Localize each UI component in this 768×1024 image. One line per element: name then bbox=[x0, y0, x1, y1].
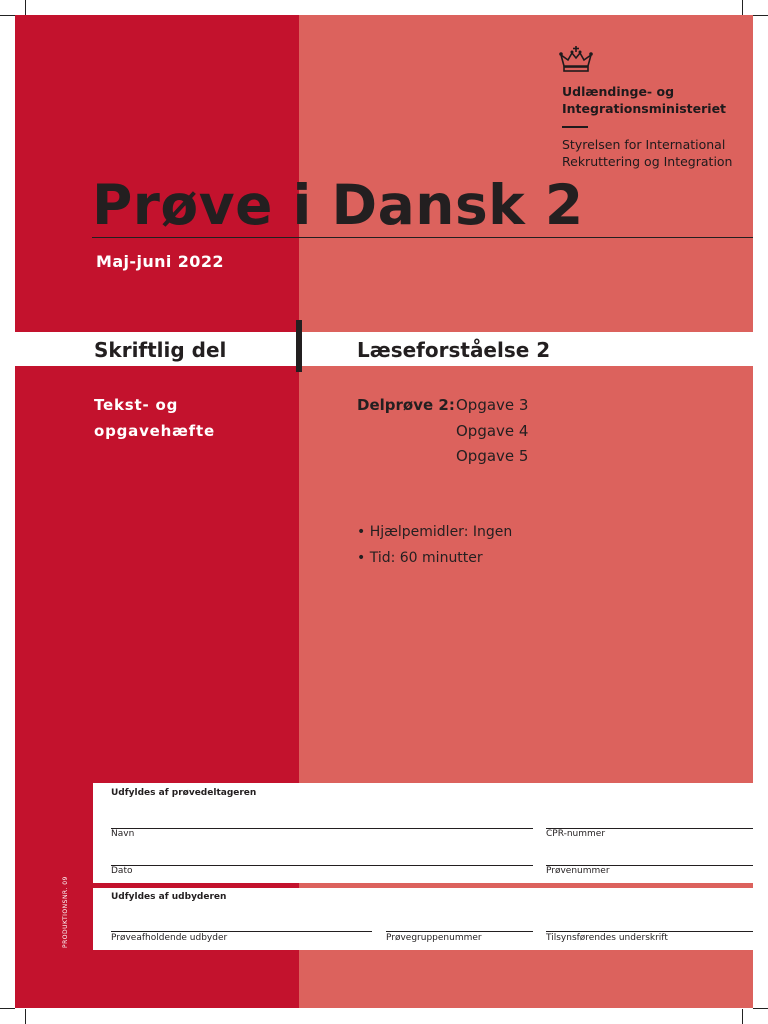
task-list bbox=[456, 393, 528, 470]
section-written: Skriftlig del bbox=[94, 338, 227, 362]
task-item: Opgave 4 bbox=[456, 421, 529, 440]
participant-form-heading: Udfyldes af prøvedeltageren bbox=[111, 788, 257, 798]
cpr-label: CPR-nummer bbox=[546, 829, 606, 839]
crop-mark bbox=[25, 0, 26, 15]
ministry-divider bbox=[562, 126, 588, 128]
note-time: • Tid: 60 minutter bbox=[357, 549, 483, 566]
participant-form bbox=[93, 783, 753, 883]
task-item: Opgave 5 bbox=[456, 447, 529, 465]
task-item: Opgave 3 bbox=[456, 396, 529, 414]
agency-line-2: Rekruttering og Integration bbox=[562, 154, 733, 169]
ministry-name bbox=[562, 83, 726, 117]
ministry-line-1: Udlændinge- og bbox=[562, 84, 675, 99]
exam-date: Maj-juni 2022 bbox=[96, 252, 224, 271]
provider-form-heading: Udfyldes af udbyderen bbox=[111, 892, 227, 902]
name-field[interactable] bbox=[111, 828, 533, 829]
date-field[interactable] bbox=[111, 865, 533, 866]
subtitle-line-2: opgavehæfte bbox=[94, 422, 215, 440]
crop-mark bbox=[742, 1009, 743, 1024]
test-number-label: Prøvenummer bbox=[546, 866, 610, 876]
crop-mark bbox=[753, 1008, 768, 1009]
note-aids: • Hjælpemidler: Ingen bbox=[357, 524, 513, 540]
agency-name bbox=[562, 136, 732, 170]
crop-mark bbox=[25, 1009, 26, 1024]
section-reading: Læseforståelse 2 bbox=[357, 338, 551, 362]
provider-form bbox=[93, 888, 753, 950]
name-label: Navn bbox=[111, 829, 135, 839]
crop-mark bbox=[0, 1008, 15, 1009]
delprove-label: Delprøve 2: bbox=[357, 396, 455, 414]
title-underline bbox=[92, 237, 753, 238]
crop-mark bbox=[0, 15, 15, 16]
booklet-subtitle bbox=[94, 392, 215, 444]
provider-label: Prøveafholdende udbyder bbox=[111, 933, 228, 943]
signature-label: Tilsynsførendes underskrift bbox=[546, 933, 668, 943]
crop-mark bbox=[742, 0, 743, 15]
subtitle-line-1: Tekst- og bbox=[94, 396, 179, 414]
ministry-line-2: Integrationsministeriet bbox=[562, 101, 727, 116]
group-number-label: Prøvegruppenummer bbox=[386, 933, 482, 943]
section-divider bbox=[296, 320, 302, 372]
crop-mark bbox=[753, 15, 768, 16]
crown-icon bbox=[556, 44, 596, 76]
group-number-field[interactable] bbox=[386, 931, 533, 932]
agency-line-1: Styrelsen for International bbox=[562, 137, 726, 152]
signature-field[interactable] bbox=[546, 931, 753, 932]
date-label: Dato bbox=[111, 866, 133, 876]
provider-field[interactable] bbox=[111, 931, 372, 932]
document-title: Prøve i Dansk 2 bbox=[92, 173, 584, 237]
production-number: PRODUKTIONSNR. 09 bbox=[62, 876, 69, 948]
exam-notes bbox=[357, 520, 512, 571]
